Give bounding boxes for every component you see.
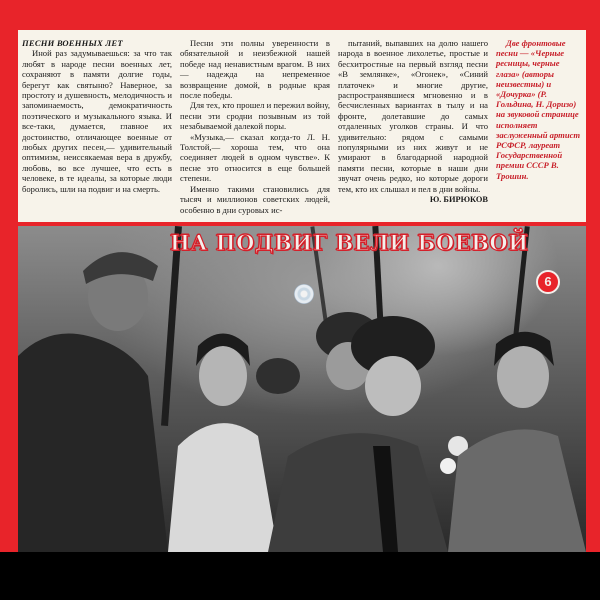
article-panel — [18, 30, 586, 222]
article-column-3 — [338, 38, 488, 206]
article-title: ПЕСНИ ВОЕННЫХ ЛЕТ — [22, 38, 123, 48]
track-number-badge: 6 — [536, 270, 560, 294]
bottom-border — [0, 552, 600, 600]
audio-page-caption: Две фронтовые песни — «Черные ресницы, черные глаза» (авторы неизвестны) и «Дочурка» (Р. Гольдина, Н. Доризо) на звуковой странице исполняет заслуженный артист РСФСР, лауреат Государственной премии СССР В. Трошин. — [496, 38, 581, 181]
article-paragraph: Именно такими становились для тысяч и миллионов советских людей, особенно в дни суровых ис- — [180, 183, 330, 215]
article-paragraph: «Музыка,— сказал когда-то Л. Н. Толстой,— хороша тем, что она соединяет людей в одном чувстве». К песне это относится в еще большей степени. — [180, 131, 330, 184]
article-paragraph: пытаний, выпавших на долю нашего народа в военное лихолетье, простые и бесхитростные на первый взгляд песни «В землянке», «Огонек», «Синий платочек» и многие другие, распространявшиеся мгновенно и в бесчисленных вариантах в тылу и на фронте, долетавшие до самых отдаленных уголков страны. И что удивительно: рядом с самыми популярными из них живут и не умирают в благодарной народной памяти песни, которые в наши дни звучат очень редко, но которые дороги тем, кто их слышал и пел в дни войны. — [338, 38, 488, 194]
article-paragraph: Иной раз задумываешься: за что так любят в народе песни военных лет, сохраняют в памяти долгие годы, берегут как святыню? Наверное, за простоту и душевность, мелодичность и запоминаемость, демократичность поэтического и музыкального языка. И все-таки, думается, главное их достоинство, отличающее военные от любых других песен,— удивительный оптимизм, неиссякаемая вера в дружбу, любовь, во все лучшее, что есть в человеке, в те идеалы, за которые люди боролись, шли на подвиг и на смерть. — [22, 48, 172, 194]
article-paragraph: Песни эти полны уверенности в обязательной и неизбежной нашей победе над ненавистным врагом. В них — надежда на непременное возвращение домой, в родные края после победы. — [180, 38, 330, 101]
wartime-photo — [18, 226, 586, 552]
article-column-1 — [22, 38, 172, 194]
article-column-2 — [180, 38, 330, 215]
caption-column — [496, 38, 582, 181]
record-center-hole — [294, 284, 314, 304]
article-paragraph: Для тех, кто прошел и пережил войну, песни эти сродни позывным из той незабываемой далекой поры. — [180, 100, 330, 132]
author-signature: Ю. БИРЮКОВ — [429, 195, 488, 205]
soldiers-illustration — [18, 226, 586, 552]
photo-headline: НА ПОДВИГ ВЕЛИ БОЕВОЙ — [170, 230, 529, 255]
